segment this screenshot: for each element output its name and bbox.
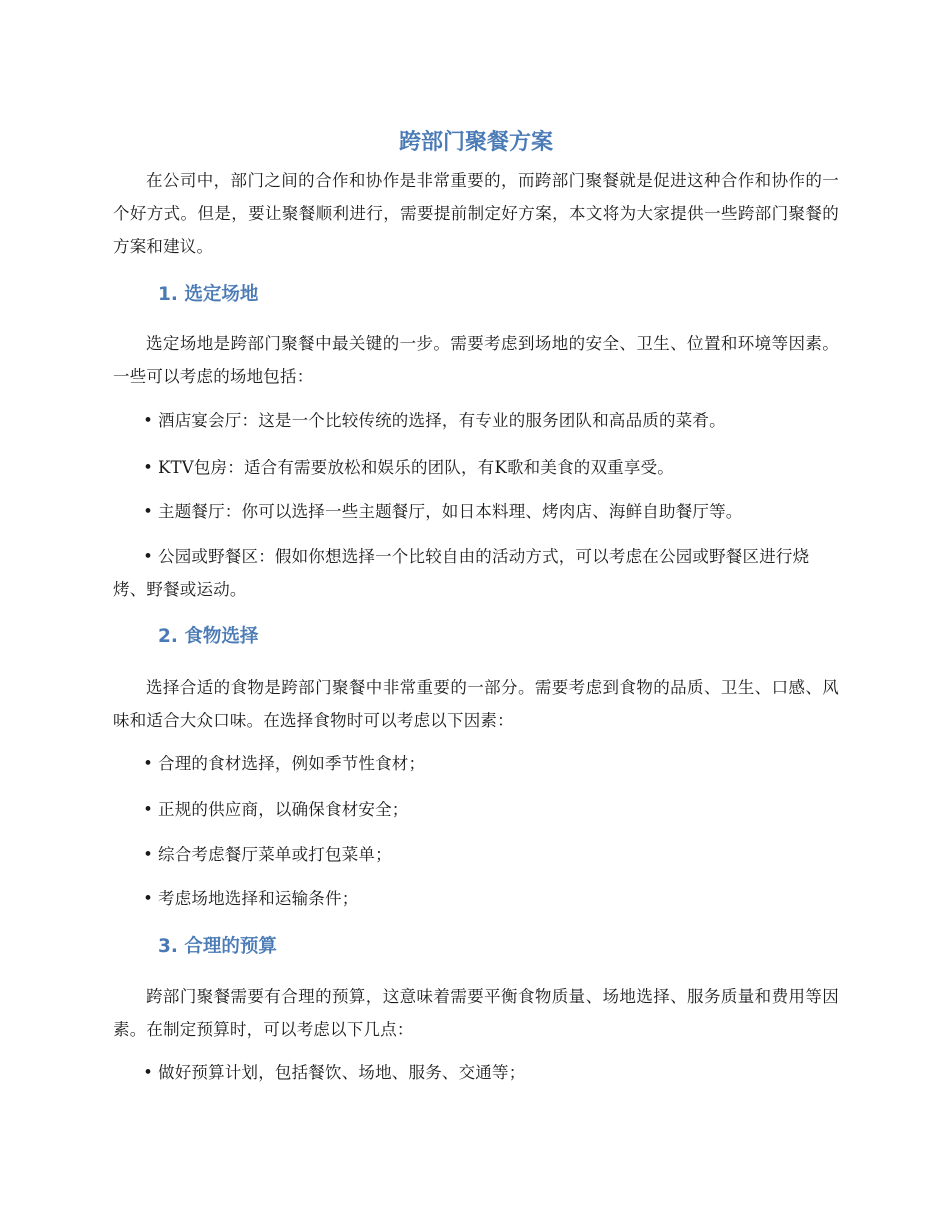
bullet-icon: • [143,845,153,864]
section-paragraph-venue: 选定场地是跨部门聚餐中最关键的一步。需要考虑到场地的安全、卫生、位置和环境等因素。一些可以考虑的场地包括： [113,334,839,386]
document-title: 跨部门聚餐方案 [398,130,553,155]
bullet-icon: • [143,411,153,430]
list-item: • 考虑场地选择和运输条件； [113,882,839,915]
list-item: • 正规的供应商，以确保食材安全； [113,793,839,826]
section-heading-food: 2. 食物选择 [158,626,259,647]
section-heading-budget: 3. 合理的预算 [158,936,277,957]
list-item: • 酒店宴会厅：这是一个比较传统的选择，有专业的服务团队和高品质的菜肴。 [113,404,839,437]
section-heading-venue: 1. 选定场地 [158,284,259,305]
bullet-icon: • [143,800,153,819]
bullet-icon: • [143,889,153,908]
list-item: • 综合考虑餐厅菜单或打包菜单； [113,838,839,871]
list-item: • 公园或野餐区：假如你想选择一个比较自由的活动方式，可以考虑在公园或野餐区进行烧烤、野餐或运动。 [113,540,839,606]
list-item: • 合理的食材选择，例如季节性食材； [113,747,839,780]
bullet-icon: • [143,547,153,566]
bullet-icon: • [143,1063,153,1082]
list-item: • KTV包房：适合有需要放松和娱乐的团队，有K歌和美食的双重享受。 [113,451,839,484]
section-paragraph-budget: 跨部门聚餐需要有合理的预算，这意味着需要平衡食物质量、场地选择、服务质量和费用等因素。在制定预算时，可以考虑以下几点： [113,987,839,1039]
list-item: • 主题餐厅：你可以选择一些主题餐厅，如日本料理、烤肉店、海鲜自助餐厅等。 [113,495,839,528]
intro-paragraph: 在公司中，部门之间的合作和协作是非常重要的，而跨部门聚餐就是促进这种合作和协作的一个好方式。但是，要让聚餐顺利进行，需要提前制定好方案，本文将为大家提供一些跨部门聚餐的方案和建议。 [113,171,839,256]
section-paragraph-food: 选择合适的食物是跨部门聚餐中非常重要的一部分。需要考虑到食物的品质、卫生、口感、风味和适合大众口味。在选择食物时可以考虑以下因素： [113,678,839,730]
list-item: • 做好预算计划，包括餐饮、场地、服务、交通等； [113,1056,839,1089]
bullet-icon: • [143,754,153,773]
bullet-icon: • [143,502,153,521]
bullet-icon: • [143,458,153,477]
